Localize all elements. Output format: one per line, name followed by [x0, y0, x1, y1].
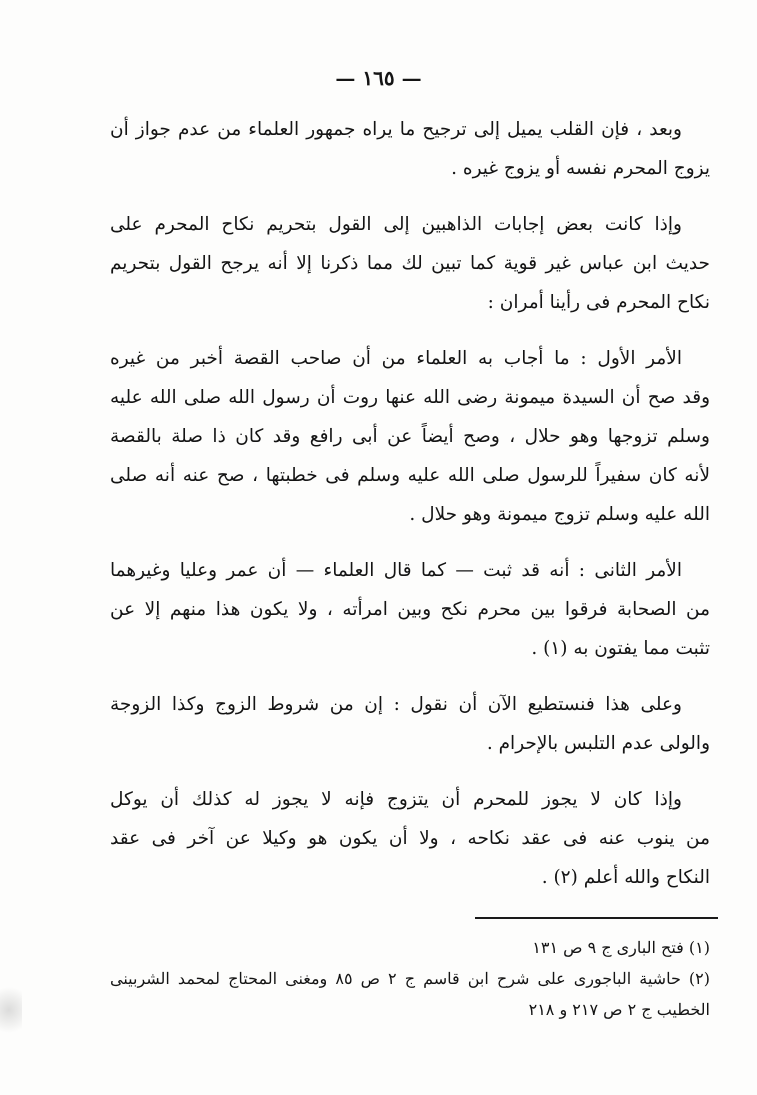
main-text — [110, 110, 710, 914]
text-line: حديث ابن عباس غير قوية كما تبين لك مما ذكرنا إلا أنه يرجح القول بتحريم — [110, 253, 710, 274]
text-line: الله عليه وسلم تزوج ميمونة وهو حلال . — [409, 504, 710, 525]
text-line: وسلم تزوجها وهو حلال ، وصح أيضاً عن أبى رافع وقد كان ذا صلة بالقصة — [110, 426, 710, 447]
text-line: وقد صح أن السيدة ميمونة رضى الله عنها روت أن رسول الله صلى الله عليه — [110, 387, 710, 408]
text-line: النكاح والله أعلم (٢) . — [541, 867, 710, 888]
text-line: والولى عدم التلبس بالإحرام . — [486, 733, 710, 754]
text-line: وإذا كانت بعض إجابات الذاهبين إلى القول بتحريم نكاح المحرم على — [110, 214, 682, 235]
paragraph-proxy — [110, 780, 710, 897]
text-line: تثبت مما يفتون به (١) . — [531, 638, 710, 659]
text-line: نكاح المحرم فى رأينا أمران : — [487, 292, 710, 313]
paragraph-first-reason — [110, 339, 710, 534]
text-line: وبعد ، فإن القلب يميل إلى ترجيح ما يراه جمهور العلماء من عدم جواز أن — [110, 119, 682, 140]
paragraph-two-reasons — [110, 205, 710, 322]
text-line: من الصحابة فرقوا بين محرم نكح وبين امرأته ، ولا يكون هذا منهم إلا عن — [110, 599, 710, 620]
scan-speck — [0, 980, 22, 1040]
text-line: وعلى هذا فنستطيع الآن أن نقول : إن من شروط الزوج وكذا الزوجة — [110, 694, 682, 715]
footnote-1: (١) فتح البارى ج ٩ ص ١٣١ — [532, 938, 710, 957]
paragraph-conditions — [110, 685, 710, 763]
paragraph-second-reason — [110, 551, 710, 668]
text-line: الأمر الثانى : أنه قد ثبت — كما قال العلماء — أن عمر وعليا وغيرهما — [110, 560, 682, 581]
footnotes — [110, 932, 710, 1025]
page-number: — ١٦٥ — — [335, 66, 422, 90]
text-line: لأنه كان سفيراً للرسول صلى الله عليه وسلم فى خطبتها ، صح عنه أنه صلى — [110, 465, 710, 486]
text-line: يزوج المحرم نفسه أو يزوج غيره . — [451, 158, 710, 179]
footnote-divider — [475, 917, 718, 919]
paragraph-conclusion — [110, 110, 710, 188]
footnote-2-continued: الخطيب ج ٢ ص ٢١٧ و ٢١٨ — [528, 1000, 710, 1019]
text-line: وإذا كان لا يجوز للمحرم أن يتزوج فإنه لا يجوز له كذلك أن يوكل — [110, 789, 682, 810]
footnote-2: (٢) حاشية الباجورى على شرح ابن قاسم ج ٢ ص ٨٥ ومغنى المحتاج لمحمد الشربينى — [110, 969, 710, 988]
text-line: من ينوب عنه فى عقد نكاحه ، ولا أن يكون هو وكيلا عن آخر فى عقد — [110, 828, 710, 849]
text-line: الأمر الأول : ما أجاب به العلماء من أن صاحب القصة أخبر من غيره — [110, 348, 682, 369]
